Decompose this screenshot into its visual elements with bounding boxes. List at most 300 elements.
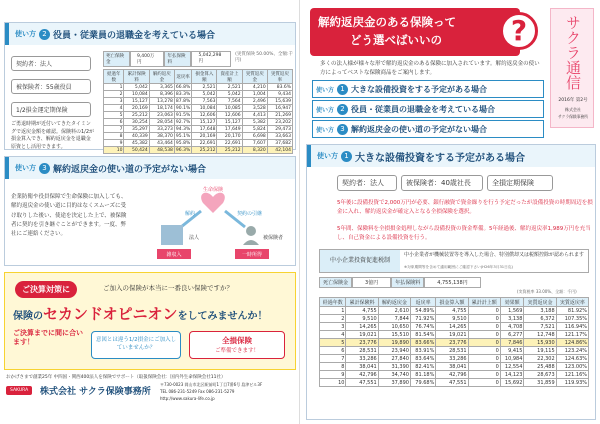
table-header: 返戻率 bbox=[174, 70, 191, 84]
table-row bbox=[104, 126, 293, 133]
usage-item-3[interactable] bbox=[312, 120, 544, 138]
cancel-label: 解約 bbox=[185, 211, 196, 217]
tag-product bbox=[11, 102, 91, 117]
table-cell: 15,127 bbox=[217, 119, 242, 126]
question-mark-icon: ? bbox=[500, 12, 538, 50]
usage-item-1[interactable] bbox=[312, 80, 544, 98]
table-cell: 22,691 bbox=[192, 140, 217, 147]
heart-icon bbox=[201, 193, 225, 213]
usage-number: 1 bbox=[341, 151, 352, 162]
person-icon bbox=[246, 226, 256, 236]
section-3-header bbox=[5, 157, 295, 179]
newsletter-badge bbox=[550, 8, 594, 128]
table-cell: 42,796 bbox=[436, 371, 468, 379]
insurance-label: 生命保険 bbox=[202, 187, 224, 193]
table-cell: 19,021 bbox=[346, 331, 378, 339]
table-header: 効果額 bbox=[500, 298, 524, 307]
usage-number: 2 bbox=[337, 104, 348, 115]
table-cell: 18,174 bbox=[149, 105, 174, 112]
table-cell: 9 bbox=[104, 140, 124, 147]
table-cell: 1 bbox=[320, 307, 346, 315]
tag-text: 契約者：法人 bbox=[16, 61, 53, 68]
table-header: 実質返戻率 bbox=[267, 70, 292, 84]
table-cell: 4,708 bbox=[500, 323, 524, 331]
usage-item-2[interactable] bbox=[312, 100, 544, 118]
table-cell: 2 bbox=[320, 315, 346, 323]
table-cell: 23,776 bbox=[346, 339, 378, 347]
usage-number: 1 bbox=[337, 84, 348, 95]
transfer-label: 契約の引継 bbox=[237, 211, 263, 217]
table-cell: 1 bbox=[104, 84, 124, 91]
tag-text: 1/2損金運定期保険 bbox=[16, 107, 68, 114]
section-1-para-1: 5年後に設備投資で2,000万円が必要、銀行融資で資金繰りを行う予定だったが設備投資の時期周辺を損金に入れ、解約返戻金が確定入となる全損保険を選択。 bbox=[337, 200, 593, 215]
table-cell: 4 bbox=[320, 331, 346, 339]
section-2-table bbox=[103, 69, 293, 154]
table-cell: 1,004 bbox=[242, 91, 267, 98]
table-cell: 43,464 bbox=[149, 140, 174, 147]
table-cell: 40,339 bbox=[124, 133, 149, 140]
table-cell: 20,169 bbox=[192, 133, 217, 140]
table-cell: 96.3% bbox=[175, 147, 191, 153]
table-cell: 7,564 bbox=[217, 98, 242, 105]
table-cell: 47,551 bbox=[436, 379, 468, 387]
table-cell: 7,521 bbox=[524, 323, 556, 331]
table-row bbox=[320, 339, 589, 347]
table-cell: 8,396 bbox=[149, 91, 174, 98]
table-cell: 87.8% bbox=[175, 98, 191, 104]
table-cell: 83.64% bbox=[410, 355, 435, 363]
table-cell: 29,473 bbox=[267, 126, 292, 133]
table-cell: 25,488 bbox=[524, 363, 556, 371]
section-2-header bbox=[5, 23, 295, 45]
table-cell: 76.74% bbox=[410, 323, 435, 331]
table-cell: 33,273 bbox=[149, 126, 174, 133]
publisher-name: サクラ保険事務所 bbox=[557, 114, 589, 119]
issue-number: 2016年 第2号 bbox=[558, 98, 588, 103]
table-cell: 92.7% bbox=[175, 119, 191, 125]
table-header: 実質返戻率 bbox=[556, 298, 588, 307]
table-cell: 8,320 bbox=[242, 147, 267, 154]
section-1-header bbox=[307, 145, 595, 167]
table-cell: 10 bbox=[104, 147, 124, 154]
table-header: 解約返戻金 bbox=[149, 70, 174, 84]
table-cell: 28,531 bbox=[346, 347, 378, 355]
company-tel: TEL 086-231-5249 Fax 086-231-5279 bbox=[160, 388, 235, 394]
table-header: 返戻率 bbox=[410, 298, 435, 307]
table-cell: 5 bbox=[320, 339, 346, 347]
table-cell: 10,084 bbox=[124, 91, 149, 98]
table-cell: 10,085 bbox=[217, 105, 242, 112]
table-cell: 15,930 bbox=[524, 339, 556, 347]
table-header: 資産計上額 bbox=[217, 70, 242, 84]
table-header: 損金算入額 bbox=[436, 298, 468, 307]
right-panel bbox=[300, 0, 600, 424]
summary-value: 5,042,298円 bbox=[191, 51, 231, 67]
table-cell: 20,170 bbox=[217, 133, 242, 140]
section-1-tags bbox=[337, 175, 553, 191]
flow-diagram bbox=[133, 183, 293, 265]
table-cell: 19,890 bbox=[378, 339, 410, 347]
table-cell: 5,824 bbox=[242, 126, 267, 133]
table-cell: 9,415 bbox=[500, 347, 524, 355]
table-cell: 22,302 bbox=[524, 355, 556, 363]
usage-label: 使い方 bbox=[15, 164, 36, 172]
table-cell: 2 bbox=[104, 91, 124, 98]
table-cell: 9,434 bbox=[267, 91, 292, 98]
table-header: 経過年数 bbox=[104, 70, 124, 84]
table-cell: 23,063 bbox=[149, 112, 174, 119]
table-cell: 5,042 bbox=[124, 84, 149, 91]
table-cell: 2,610 bbox=[378, 307, 410, 315]
company-web[interactable]: http://www.sakura-life.co.jp bbox=[160, 395, 215, 401]
table-cell: 25,212 bbox=[217, 147, 242, 154]
company-contact bbox=[160, 382, 262, 402]
table-row bbox=[320, 331, 589, 339]
table-cell: 3,528 bbox=[242, 105, 267, 112]
table-cell: 5,042 bbox=[192, 91, 217, 98]
section-3 bbox=[4, 156, 296, 266]
summary-row bbox=[103, 51, 295, 67]
table-cell: 83.66% bbox=[410, 339, 435, 347]
usage-label: 使い方 bbox=[317, 152, 338, 160]
summary-value: 9,400万円 bbox=[130, 51, 164, 67]
table-cell: 119.93% bbox=[556, 379, 588, 387]
table-cell: 28,054 bbox=[149, 119, 174, 126]
cta-right-box bbox=[189, 331, 285, 359]
table-cell: 19,115 bbox=[524, 347, 556, 355]
table-cell: 83.6% bbox=[267, 84, 292, 91]
table-cell: 81.18% bbox=[410, 371, 435, 379]
table-cell: 7,607 bbox=[242, 140, 267, 147]
table-cell: 34,740 bbox=[378, 371, 410, 379]
insured-label: 被保険者 bbox=[263, 235, 284, 241]
table-cell: 30,254 bbox=[124, 119, 149, 126]
section-2-description: ご勇退時期が近付いてきたタイミングで返戻金額を確認。保険料の1/2が損金算入でき、解約返戻金を退職金原資とし活用できます。 bbox=[11, 121, 95, 150]
table-cell: 42,796 bbox=[346, 371, 378, 379]
table-row bbox=[320, 307, 589, 315]
table-cell: 83.91% bbox=[410, 347, 435, 355]
table-cell: 12,606 bbox=[192, 112, 217, 119]
cta-badge: ご決算対策に bbox=[15, 281, 77, 298]
table-cell: 7,844 bbox=[378, 315, 410, 323]
table-header: 経過年数 bbox=[320, 298, 346, 307]
table-cell: 37,682 bbox=[267, 140, 292, 147]
tag-insured: 被保険者：40歳社長 bbox=[401, 175, 483, 191]
table-cell: 15,127 bbox=[124, 98, 149, 105]
tag-product: 全損定期保険 bbox=[487, 175, 553, 191]
table-cell: 0 bbox=[468, 323, 500, 331]
section-1-summary bbox=[319, 277, 481, 288]
section-2-table-wrap bbox=[103, 51, 295, 154]
table-cell: 81.54% bbox=[410, 331, 435, 339]
table-cell: 10,650 bbox=[378, 323, 410, 331]
usage-text: 解約返戻金の使い道の予定がない場合 bbox=[351, 124, 488, 134]
tag-text: 被保険者：55歳役員 bbox=[16, 84, 72, 91]
newsletter-title: サクラ通信 bbox=[564, 15, 582, 90]
headline-banner bbox=[310, 8, 520, 56]
summary-note: (実質保険 50.00%、全額:千円) bbox=[235, 52, 293, 63]
table-cell: 6 bbox=[104, 119, 124, 126]
company-logo: SAKURA bbox=[6, 386, 32, 395]
table-row bbox=[320, 363, 589, 371]
summary-label: 年払保険料 bbox=[391, 277, 424, 288]
table-cell: 82.41% bbox=[410, 363, 435, 371]
tax-system-fine-print: ※対象期間等を含めて適用範囲にご確認下さい(H26年3月31日迄) bbox=[404, 265, 513, 269]
table-cell: 0 bbox=[468, 315, 500, 323]
income1-label: 雑収入 bbox=[166, 252, 182, 258]
table-cell: 3 bbox=[104, 98, 124, 105]
table-cell: 10,084 bbox=[192, 105, 217, 112]
table-row bbox=[320, 379, 589, 387]
table-cell: 38,041 bbox=[436, 363, 468, 371]
table-row bbox=[104, 84, 293, 91]
table-cell: 3,138 bbox=[500, 315, 524, 323]
cta-right-title: 全損保険 bbox=[222, 336, 252, 345]
usage-list bbox=[312, 80, 544, 140]
summary-label: 死亡保険金 bbox=[103, 51, 130, 67]
table-cell: 83.3% bbox=[175, 91, 191, 97]
table-cell: 25,212 bbox=[192, 147, 217, 154]
table-cell: 21,269 bbox=[267, 112, 292, 119]
usage-number: 3 bbox=[39, 163, 50, 174]
table-header: 実質返戻金 bbox=[242, 70, 267, 84]
table-cell: 81.92% bbox=[556, 307, 588, 315]
table-cell: 7 bbox=[104, 126, 124, 133]
table-cell: 0 bbox=[468, 339, 500, 347]
tag-insured bbox=[11, 79, 91, 94]
usage-number: 3 bbox=[337, 124, 348, 135]
person-body-icon bbox=[243, 240, 259, 245]
table-cell: 38,041 bbox=[346, 363, 378, 371]
tax-note-box bbox=[319, 249, 589, 273]
table-cell: 95.1% bbox=[175, 133, 191, 139]
table-row bbox=[320, 315, 589, 323]
table-cell: 10 bbox=[320, 379, 346, 387]
table-cell: 12,554 bbox=[500, 363, 524, 371]
table-row bbox=[104, 133, 293, 140]
table-cell: 90.1% bbox=[175, 105, 191, 111]
table-cell: 19,021 bbox=[436, 331, 468, 339]
table-cell: 4 bbox=[104, 105, 124, 112]
table-cell: 8 bbox=[320, 363, 346, 371]
table-cell: 2,496 bbox=[242, 98, 267, 105]
table-cell: 13,278 bbox=[149, 98, 174, 105]
table-cell: 45,382 bbox=[124, 140, 149, 147]
usage-number: 2 bbox=[39, 29, 50, 40]
usage-text: 大きな設備投資をする予定がある場合 bbox=[351, 84, 488, 94]
table-cell: 94.3% bbox=[175, 126, 191, 132]
tag-contractor: 契約者：法人 bbox=[337, 175, 397, 191]
table-cell: 66.8% bbox=[175, 84, 191, 90]
table-cell: 107.35% bbox=[556, 315, 588, 323]
income2-label: 一時所得 bbox=[241, 252, 263, 258]
table-cell: 5,382 bbox=[242, 119, 267, 126]
table-cell: 15,127 bbox=[192, 119, 217, 126]
table-cell: 0 bbox=[468, 331, 500, 339]
table-cell: 116.94% bbox=[556, 323, 588, 331]
publisher-type: 株式会社 bbox=[565, 107, 581, 112]
table-cell: 15,510 bbox=[378, 331, 410, 339]
table-cell: 14,123 bbox=[500, 371, 524, 379]
table-row bbox=[320, 355, 589, 363]
cta-deadline: ご決算までに間に合います！ bbox=[13, 329, 83, 347]
table-cell: 0 bbox=[468, 363, 500, 371]
table-cell: 4,755 bbox=[436, 307, 468, 315]
table-cell: 22,691 bbox=[217, 140, 242, 147]
table-cell: 17,649 bbox=[217, 126, 242, 133]
table-cell: 14,265 bbox=[436, 323, 468, 331]
cta-question: ご加入の保険が本当に一番良い保険ですか？ bbox=[103, 284, 233, 292]
table-cell: 31,859 bbox=[524, 379, 556, 387]
table-cell: 12,748 bbox=[524, 331, 556, 339]
table-cell: 9,510 bbox=[436, 315, 468, 323]
table-header: 実質返戻金 bbox=[524, 298, 556, 307]
table-cell: 35,297 bbox=[124, 126, 149, 133]
company-name: 株式会社 サクラ保険事務所 bbox=[40, 387, 151, 397]
summary-label: 年払保険料 bbox=[164, 51, 191, 67]
table-row bbox=[104, 91, 293, 98]
table-row bbox=[104, 147, 293, 154]
table-cell: 54.89% bbox=[410, 307, 435, 315]
table-cell: 95.8% bbox=[175, 140, 191, 146]
table-cell: 33,663 bbox=[267, 133, 292, 140]
table-cell: 23,776 bbox=[436, 339, 468, 347]
table-row bbox=[104, 105, 293, 112]
table-cell: 47,551 bbox=[346, 379, 378, 387]
table-cell: 121.17% bbox=[556, 331, 588, 339]
table-cell: 124.86% bbox=[556, 339, 588, 347]
cta-main-2: セカンドオピニオン bbox=[43, 305, 178, 323]
summary-value: 3億円 bbox=[352, 277, 391, 288]
table-row bbox=[320, 323, 589, 331]
table-cell: 15,639 bbox=[267, 98, 292, 105]
table-header: 累計計上額 bbox=[468, 298, 500, 307]
building-icon bbox=[161, 225, 183, 245]
table-cell: 33,286 bbox=[346, 355, 378, 363]
table-cell: 6 bbox=[320, 347, 346, 355]
table-row bbox=[104, 98, 293, 105]
table-header: 損金算入額 bbox=[192, 70, 217, 84]
table-cell: 33,286 bbox=[436, 355, 468, 363]
table-cell: 5,042 bbox=[217, 91, 242, 98]
table-cell: 0 bbox=[468, 379, 500, 387]
table-cell: 12,606 bbox=[217, 112, 242, 119]
table-row bbox=[320, 371, 589, 379]
section-3-title: 解約返戻金の使い道の予定がない場合 bbox=[53, 164, 207, 175]
usage-label: 使い方 bbox=[15, 30, 36, 38]
tag-contractor bbox=[11, 56, 91, 71]
table-cell: 0 bbox=[468, 371, 500, 379]
table-cell: 23,202 bbox=[267, 119, 292, 126]
cta-box bbox=[4, 272, 296, 370]
table-cell: 6,277 bbox=[500, 331, 524, 339]
cta-main-3: をしてみませんか！ bbox=[177, 311, 268, 322]
table-cell: 10,984 bbox=[500, 355, 524, 363]
table-cell: 0 bbox=[468, 355, 500, 363]
section-1-para-2: 5年間、保険料を全損損金処理しながら設備投資の資金準備。5年経過後、解約返戻率1,989万円を充当し、自己資金による設備投資を行う。 bbox=[337, 226, 591, 241]
table-cell: 91.5% bbox=[175, 112, 191, 118]
table-cell: 7,563 bbox=[192, 98, 217, 105]
section-1-title: 大きな設備投資をする予定がある場合 bbox=[355, 152, 525, 164]
table-cell: 2,521 bbox=[217, 84, 242, 91]
table-cell: 4,755 bbox=[346, 307, 378, 315]
table-header: 累計保険料 bbox=[124, 70, 149, 84]
usage-text: 役員・従業員の退職金を考えている場合 bbox=[351, 104, 496, 114]
table-cell: 79.68% bbox=[410, 379, 435, 387]
table-cell: 0 bbox=[468, 347, 500, 355]
footer-tagline: おかげさまで創業25年 中四国・関西400法人を保険でサポート（取扱保険会社：国内外生命保険会社11社） bbox=[6, 375, 226, 380]
table-cell: 3,188 bbox=[524, 307, 556, 315]
table-row bbox=[104, 140, 293, 147]
usage-label: 使い方 bbox=[316, 86, 335, 94]
table-cell: 3,365 bbox=[149, 84, 174, 91]
table-cell: 14,265 bbox=[346, 323, 378, 331]
summary-label: 死亡保険金 bbox=[319, 277, 352, 288]
corp-label: 法人 bbox=[189, 235, 200, 241]
table-row bbox=[104, 112, 293, 119]
table-cell: 7 bbox=[320, 355, 346, 363]
intro-text: 多くの法人様が様々な形で解約返戻金のある保険に加入されています。解約返戻金の使い方によってベストな保険商品をご案内します。 bbox=[320, 61, 540, 77]
table-cell: 1,569 bbox=[500, 307, 524, 315]
section-3-description: 企業防衛や役員保障で生命保険に加入しても、解約返戻金の使い道に目的はなくスムーズに受け取りした後い、使途を決定した上で、被保険者に契約を引き継ぐことができます。一度、弊社にご連絡ください。 bbox=[11, 194, 127, 238]
table-cell: 9 bbox=[320, 371, 346, 379]
table-cell: 16,947 bbox=[267, 105, 292, 112]
table-cell: 48,538 bbox=[149, 147, 174, 154]
table-cell: 123.24% bbox=[556, 347, 588, 355]
table-cell: 20,169 bbox=[124, 105, 149, 112]
table-cell: 71.92% bbox=[410, 315, 435, 323]
table-cell: 124.63% bbox=[556, 355, 588, 363]
section-1 bbox=[306, 144, 596, 420]
table-cell: 123.00% bbox=[556, 363, 588, 371]
table-cell: 5 bbox=[104, 112, 124, 119]
tax-system-name: 中小企業投資促進税制 bbox=[320, 250, 400, 272]
usage-label: 使い方 bbox=[316, 126, 335, 134]
table-row bbox=[104, 119, 293, 126]
headline-line-1: 解約返戻金のある保険って bbox=[318, 15, 456, 29]
table-cell: 3 bbox=[320, 323, 346, 331]
table-cell: 17,648 bbox=[192, 126, 217, 133]
cta-main bbox=[13, 303, 268, 324]
section-1-note: (実質税率 33.00%、全額：千円) bbox=[517, 289, 577, 294]
table-cell: 4,413 bbox=[242, 112, 267, 119]
table-cell: 31,390 bbox=[378, 363, 410, 371]
cta-right-sub: ご準備できます！ bbox=[214, 348, 259, 354]
section-2 bbox=[4, 22, 296, 153]
table-cell: 6,372 bbox=[524, 315, 556, 323]
table-cell: 4,210 bbox=[242, 84, 267, 91]
table-cell: 6,698 bbox=[242, 133, 267, 140]
table-cell: 27,840 bbox=[378, 355, 410, 363]
section-1-table bbox=[319, 297, 589, 387]
table-cell: 23,940 bbox=[378, 347, 410, 355]
table-cell: 38,370 bbox=[149, 133, 174, 140]
table-cell: 121.16% bbox=[556, 371, 588, 379]
cta-main-1: 保険の bbox=[13, 311, 43, 322]
table-cell: 9,510 bbox=[346, 315, 378, 323]
section-2-title: 役員・従業員の退職金を考えている場合 bbox=[53, 30, 216, 41]
headline-line-2: どう選べばいいの bbox=[350, 33, 442, 47]
table-cell: 28,531 bbox=[436, 347, 468, 355]
table-cell: 2,521 bbox=[192, 84, 217, 91]
table-cell: 42,104 bbox=[267, 147, 292, 154]
table-header: 解約返戻金 bbox=[378, 298, 410, 307]
summary-value: 4,755,138円 bbox=[424, 277, 480, 288]
company-address: 〒730-0023 岡山市北区駅前町1丁目7番6号 島津ビル3F bbox=[160, 382, 263, 387]
table-cell: 28,673 bbox=[524, 371, 556, 379]
table-cell: 37,890 bbox=[378, 379, 410, 387]
table-cell: 8 bbox=[104, 133, 124, 140]
